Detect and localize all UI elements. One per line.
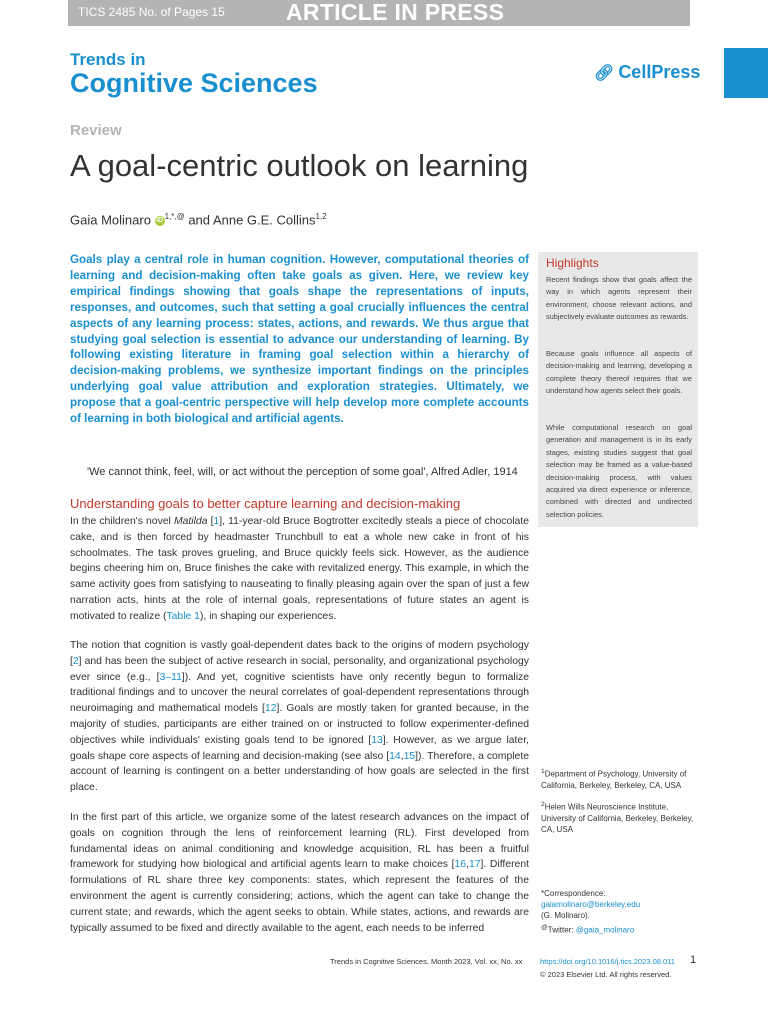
highlight-item: Because goals influence all aspects of decision-making and learning, developing a complete theory thereof requires that we understand how agents select their goals. xyxy=(546,349,692,396)
cellpress-link-icon: 🔗︎ xyxy=(594,65,615,82)
orcid-icon[interactable]: iD xyxy=(156,216,164,224)
highlights-title: Highlights xyxy=(546,256,599,270)
doi-link[interactable]: https://doi.org/10.1016/j.tics.2023.08.011 xyxy=(540,957,675,966)
copyright: © 2023 Elsevier Ltd. All rights reserved. xyxy=(540,970,672,979)
citation-link[interactable]: 14 xyxy=(389,750,401,762)
highlights-box xyxy=(538,252,698,527)
author-affiliation-marker: 1,2 xyxy=(315,212,327,221)
abstract: Goals play a central role in human cognition. However, computational theories of learning and decision-making often take goals as given. Here, we review key empirical findings showing that goals shape the representations of inputs, responses, and outcomes, such that setting a goal crucially influences the central aspects of any learning process: states, actions, and rewards. We thus argue that studying goal selection is essential to advance our understanding of learning. By following existing literature in framing goal selection within a hierarchy of decision-making problems, we synthesize important findings on the principles underlying goal value attribution and exploration strategies. Ultimately, we propose that a goal-centric perspective will help develop more complete accounts of learning in both biological and artificial agents. xyxy=(70,253,529,426)
affiliation: $^2$Helen Wills Neuroscience Institute, University of California, Berkeley, Berkeley, CA, USA xyxy=(541,801,694,835)
page-number: 1 xyxy=(690,954,697,966)
epigraph-quote: 'We cannot think, feel, will, or act without the perception of some goal', Alfred Adler, 1914 xyxy=(87,466,518,478)
section-heading: Understanding goals to better capture learning and decision-making xyxy=(70,496,461,511)
table-link[interactable]: Table 1 xyxy=(166,610,200,622)
footer-journal-info: Trends in Cognitive Sciences, Month 2023, Vol. xx, No. xx xyxy=(330,957,523,966)
correspondence-label: *Correspondence: xyxy=(541,889,606,898)
author-joiner: and xyxy=(188,212,211,228)
publisher-name: CellPress xyxy=(618,62,701,82)
banner-text: ARTICLE IN PRESS xyxy=(286,0,505,25)
article-in-press-banner xyxy=(68,0,690,26)
body-paragraph: In the first part of this article, we organize some of the latest research advances on the impact of goals on cognition through the lens of reinforcement learning (RL). First developed from fundamental ideas on animal conditioning and knowledge acquisition, RL has been a fruitful framework for studying how biological and artificial agents learn to make choices [16,17]. Different formulations of RL share three key components: states, which represent the features of the environment the agent is currently considering; actions, which the agent can take to change the current state; and rewards, which the agent seeks to obtain. While states, actions, and rewards are typically assumed to be fixed and directly available to the agent, each needs to be inferred xyxy=(70,812,529,934)
journal-color-tab xyxy=(724,48,768,98)
article-title: A goal-centric outlook on learning xyxy=(70,148,529,183)
author-affiliation-marker: 1,*,@ xyxy=(164,212,185,221)
body-paragraph: In the children's novel Matilda [1], 11-year-old Bruce Bogtrotter excitedly steals a piece of chocolate cake, and is then forced by headmaster Trunchbull to eat a whole new cake in front of his schoolmates. The task proves grueling, and Bruce quickly feels sick. However, as the audience begins cheering him on, Bruce finishes the cake with revitalized energy. This example, in which the same activity goes from satisfying to nauseating to finally pleasing again over the span of just a few narration acts, hints at the role of internal goals, representations of future states an agent is motivated to realize (Table 1), in shaping our experiences. xyxy=(70,516,529,622)
citation-link[interactable]: 12 xyxy=(264,703,277,715)
author-name[interactable]: Gaia Molinaro xyxy=(70,212,151,228)
article-type: Review xyxy=(70,122,122,139)
correspondence: *Correspondence: gaiamolinaro@berkeley.edu (G. Molinaro). @Twitter: @gaia_molinaro xyxy=(541,889,641,935)
body-paragraph: The notion that cognition is vastly goal-dependent dates back to the origins of modern psychology [2] and has been the subject of active research in social, personality, and organizational psychology ever since (e.g., [3–11]). And yet, cognitive scientists have only recently begun to formalize traditional findings and to uncover the neural correlates of goal-dependent representations through neuroimaging and mathematical models [12]. Goals are mostly taken for granted because, in the majority of studies, participants are either trained on or instructed to follow experimenter-defined objectives while individuals' existing goals tend to be ignored [13]. However, as we argue later, goals shape core aspects of learning and decision-making (see also [14,15]). Therefore, a complete account of learning is contingent on a better understanding of how goals are selected in the first place. xyxy=(70,640,529,794)
email-link[interactable]: gaiamolinaro@berkeley.edu xyxy=(541,900,641,910)
cellpress-logo[interactable] xyxy=(594,62,700,83)
citation-link[interactable]: 13 xyxy=(371,734,383,746)
author-name[interactable]: Anne G.E. Collins xyxy=(212,212,316,228)
affiliation: $^1$Department of Psychology, University of California, Berkeley, Berkeley, CA, USA xyxy=(541,768,687,790)
citation-link[interactable]: 3–11 xyxy=(159,671,182,683)
twitter-link[interactable]: @gaia_molinaro xyxy=(575,925,635,935)
correspondence-name: (G. Molinaro). xyxy=(541,911,590,921)
author-list xyxy=(70,212,327,227)
citation-link[interactable]: 1 xyxy=(213,516,220,527)
highlight-item: While computational research on goal generation and management is in its early stages, existing studies suggest that goal selection may be framed as a value-based decision-making process, with values acquired via direct experience or inference, combined with directed and undirected selection policies. xyxy=(546,423,692,519)
journal-name-line2: Cognitive Sciences xyxy=(70,68,318,98)
citation-link[interactable]: 16 xyxy=(454,859,467,871)
citation-link[interactable]: 2 xyxy=(72,655,79,667)
citation-link[interactable]: 17 xyxy=(468,859,481,871)
journal-name-line1: Trends in xyxy=(70,50,146,69)
highlight-item: Recent findings show that goals affect the way in which agents represent their environment, choose relevant actions, and subjectively evaluate outcomes as rewards. xyxy=(546,275,692,322)
citation-link[interactable]: 15 xyxy=(403,750,416,762)
italic-title: Matilda xyxy=(173,516,208,527)
running-head: TICS 2485 No. of Pages 15 xyxy=(78,5,225,19)
